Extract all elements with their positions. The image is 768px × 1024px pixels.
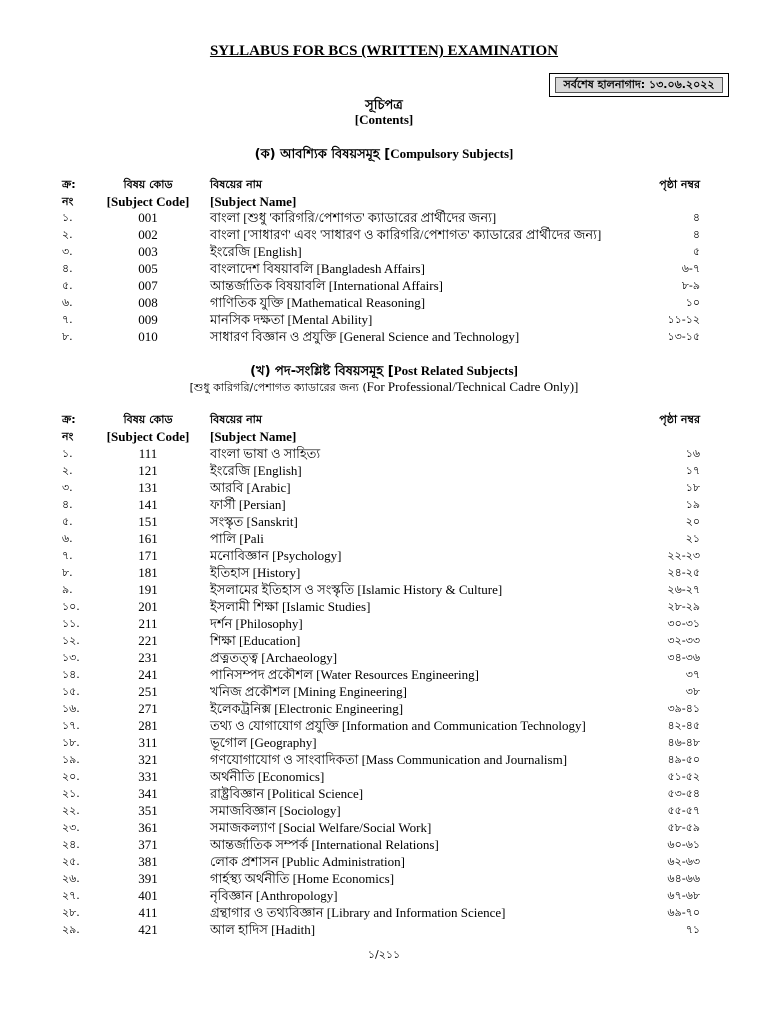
section-b-sub-bn: [শুধু কারিগরি/পেশাগত ক্যাডারের জন্য ( bbox=[189, 381, 367, 394]
row-serial: ২৫. bbox=[62, 855, 80, 868]
row-subject-name: ভূগোল [Geography] bbox=[210, 735, 317, 750]
row-subject-name: গার্হস্থ্য অর্থনীতি [Home Economics] bbox=[210, 871, 395, 886]
table-row bbox=[0, 751, 768, 768]
row-page-number: ৪ bbox=[692, 228, 700, 241]
row-subject-code: 361 bbox=[138, 820, 158, 835]
table-row bbox=[0, 581, 768, 598]
row-serial: ২০. bbox=[62, 770, 80, 783]
row-page-number: ৫৮-৫৯ bbox=[667, 821, 700, 834]
table-row bbox=[0, 328, 768, 345]
row-subject-name: আন্তর্জাতিক বিষয়াবলি [International Affairs] bbox=[210, 278, 443, 293]
header-serial-bn-2: নং bbox=[62, 195, 74, 208]
row-serial: ৪. bbox=[62, 498, 73, 511]
row-subject-name: গাণিতিক যুক্তি [Mathematical Reasoning] bbox=[210, 295, 426, 310]
row-subject-name: বাংলাদেশ বিষয়াবলি [Bangladesh Affairs] bbox=[210, 261, 425, 276]
table-row bbox=[0, 819, 768, 836]
row-subject-code: 181 bbox=[138, 565, 158, 580]
row-subject-name: শিক্ষা [Education] bbox=[210, 633, 301, 648]
row-page-number: ৪ bbox=[692, 211, 700, 224]
row-subject-code: 401 bbox=[138, 888, 158, 903]
section-a-heading bbox=[0, 145, 768, 166]
table-row bbox=[0, 294, 768, 311]
row-subject-code: 411 bbox=[138, 905, 158, 920]
row-serial: ২৪. bbox=[62, 838, 80, 851]
row-subject-code: 311 bbox=[138, 735, 158, 750]
row-serial: ১৮. bbox=[62, 736, 80, 749]
row-page-number: ১৬ bbox=[685, 447, 700, 460]
table-row bbox=[0, 768, 768, 785]
row-serial: ২৮. bbox=[62, 906, 80, 919]
row-subject-name: তথ্য ও যোগাযোগ প্রযুক্তি [Information and Communication Technology] bbox=[210, 718, 586, 733]
row-serial: ৭. bbox=[62, 313, 73, 326]
table-row bbox=[0, 445, 768, 462]
row-subject-name: নৃবিজ্ঞান [Anthropology] bbox=[210, 888, 338, 903]
section-b-sub-en: For Professional/Technical Cadre Only)] bbox=[366, 379, 579, 394]
row-subject-name: ইংরেজি [English] bbox=[210, 463, 302, 478]
table-row bbox=[0, 785, 768, 802]
row-subject-code: 341 bbox=[138, 786, 158, 801]
table-row bbox=[0, 853, 768, 870]
section-a-heading-en: Compulsory Subjects] bbox=[390, 146, 514, 161]
row-page-number: ৬৭-৬৮ bbox=[667, 889, 700, 902]
row-serial: ৮. bbox=[62, 566, 73, 579]
row-page-number: ৬৪-৬৬ bbox=[667, 872, 700, 885]
page-number: ১/২১১ bbox=[367, 948, 401, 961]
row-subject-name: লোক প্রশাসন [Public Administration] bbox=[210, 854, 405, 869]
row-subject-code: 251 bbox=[138, 684, 158, 699]
table-row bbox=[0, 496, 768, 513]
table-row bbox=[0, 479, 768, 496]
table-row bbox=[0, 870, 768, 887]
table-row bbox=[0, 209, 768, 226]
row-serial: ১০. bbox=[62, 600, 80, 613]
row-page-number: ২৪-২৫ bbox=[667, 566, 700, 579]
row-subject-name: সমাজকল্যাণ [Social Welfare/Social Work] bbox=[210, 820, 432, 835]
row-subject-name: রাষ্ট্রবিজ্ঞান [Political Science] bbox=[210, 786, 364, 801]
last-update-text: সর্বশেষ হালনাগাদ: ১৩.০৬.২০২২ bbox=[555, 77, 723, 93]
row-serial: ১. bbox=[62, 447, 73, 460]
row-subject-code: 351 bbox=[138, 803, 158, 818]
table-row bbox=[0, 564, 768, 581]
row-serial: ৫. bbox=[62, 515, 73, 528]
row-page-number: ৩৪-৩৬ bbox=[667, 651, 700, 664]
row-page-number: ৫ bbox=[692, 245, 700, 258]
row-serial: ২৬. bbox=[62, 872, 80, 885]
row-subject-code: 371 bbox=[138, 837, 158, 852]
row-page-number: ১০ bbox=[685, 296, 700, 309]
table-row bbox=[0, 700, 768, 717]
header-code-bn: বিষয় কোড bbox=[123, 178, 173, 191]
row-subject-code: 271 bbox=[138, 701, 158, 716]
row-subject-code: 111 bbox=[138, 446, 158, 461]
row-subject-code: 171 bbox=[138, 548, 158, 563]
row-subject-code: 005 bbox=[138, 261, 158, 276]
row-subject-code: 007 bbox=[138, 278, 158, 293]
contents-title-en: [Contents] bbox=[354, 112, 414, 127]
row-page-number: ৭১ bbox=[685, 923, 700, 936]
row-page-number: ৬৯-৭০ bbox=[667, 906, 700, 919]
header-code-en: [Subject Code] bbox=[106, 194, 190, 209]
table-row bbox=[0, 683, 768, 700]
table-row bbox=[0, 921, 768, 938]
table-header-row-1 bbox=[0, 411, 768, 428]
row-subject-name: বাংলা ভাষা ও সাহিত্য bbox=[210, 446, 321, 461]
table-row bbox=[0, 513, 768, 530]
row-subject-name: আরবি [Arabic] bbox=[210, 480, 291, 495]
table-row bbox=[0, 717, 768, 734]
header-serial-bn-2: নং bbox=[62, 430, 74, 443]
row-subject-code: 221 bbox=[138, 633, 158, 648]
row-subject-code: 321 bbox=[138, 752, 158, 767]
row-subject-code: 421 bbox=[138, 922, 158, 937]
row-serial: ১৬. bbox=[62, 702, 80, 715]
row-serial: ৩. bbox=[62, 481, 73, 494]
contents-title-bn: সূচিপত্র bbox=[365, 98, 403, 113]
row-page-number: ২১ bbox=[685, 532, 700, 545]
row-serial: ৮. bbox=[62, 330, 73, 343]
row-subject-code: 141 bbox=[138, 497, 158, 512]
row-subject-name: ফার্সী [Persian] bbox=[210, 497, 286, 512]
row-page-number: ১৩-১৫ bbox=[667, 330, 700, 343]
row-serial: ২. bbox=[62, 464, 73, 477]
section-b-subheading bbox=[0, 379, 768, 398]
header-code-en: [Subject Code] bbox=[106, 429, 190, 444]
header-name-en: [Subject Name] bbox=[210, 429, 297, 444]
row-page-number: ২২-২৩ bbox=[667, 549, 700, 562]
table-row bbox=[0, 311, 768, 328]
row-subject-code: 008 bbox=[138, 295, 158, 310]
table-row bbox=[0, 632, 768, 649]
row-serial: ৬. bbox=[62, 532, 73, 545]
header-name-bn: বিষয়ের নাম bbox=[210, 178, 262, 191]
row-subject-name: আল হাদিস [Hadith] bbox=[210, 922, 316, 937]
row-subject-name: আন্তর্জাতিক সম্পর্ক [International Relations] bbox=[210, 837, 439, 852]
row-subject-name: মনোবিজ্ঞান [Psychology] bbox=[210, 548, 342, 563]
row-page-number: ১৯ bbox=[685, 498, 700, 511]
table-row bbox=[0, 598, 768, 615]
row-serial: ৩. bbox=[62, 245, 73, 258]
row-subject-name: গ্রন্থাগার ও তথ্যবিজ্ঞান [Library and Information Science] bbox=[210, 905, 506, 920]
table-row bbox=[0, 904, 768, 921]
row-subject-name: বাংলা [শুধু 'কারিগরি/পেশাগত' ক্যাডারের প্রার্থীদের জন্য] bbox=[210, 210, 497, 225]
section-b-heading-en: Post Related Subjects] bbox=[393, 363, 518, 378]
row-page-number: ২৮-২৯ bbox=[667, 600, 700, 613]
row-serial: ২৯. bbox=[62, 923, 80, 936]
header-code-bn: বিষয় কোড bbox=[123, 413, 173, 426]
row-serial: ২৩. bbox=[62, 821, 80, 834]
row-subject-code: 131 bbox=[138, 480, 158, 495]
header-name-en: [Subject Name] bbox=[210, 194, 297, 209]
row-subject-code: 211 bbox=[138, 616, 158, 631]
row-subject-code: 191 bbox=[138, 582, 158, 597]
section-b-heading-bn: (খ) পদ-সংশ্লিষ্ট বিষয়সমূহ [ bbox=[250, 364, 394, 379]
row-serial: ৬. bbox=[62, 296, 73, 309]
row-serial: ৫. bbox=[62, 279, 73, 292]
row-subject-name: প্রত্নতত্ত্ব [Archaeology] bbox=[210, 650, 338, 665]
row-serial: ১৪. bbox=[62, 668, 80, 681]
row-page-number: ৩৮ bbox=[685, 685, 700, 698]
row-serial: ১৯. bbox=[62, 753, 80, 766]
row-subject-code: 281 bbox=[138, 718, 158, 733]
row-serial: ১. bbox=[62, 211, 73, 224]
document-title: SYLLABUS FOR BCS (WRITTEN) EXAMINATION bbox=[209, 43, 559, 59]
table-row bbox=[0, 615, 768, 632]
row-page-number: ৬২-৬৩ bbox=[667, 855, 700, 868]
row-subject-name: পালি [Pali bbox=[210, 531, 264, 546]
table-row bbox=[0, 226, 768, 243]
table-row bbox=[0, 243, 768, 260]
row-subject-name: সংস্কৃত [Sanskrit] bbox=[210, 514, 298, 529]
row-page-number: ১৭ bbox=[685, 464, 700, 477]
row-page-number: ৪৯-৫০ bbox=[667, 753, 700, 766]
row-subject-code: 241 bbox=[138, 667, 158, 682]
row-subject-code: 001 bbox=[138, 210, 158, 225]
row-serial: ২১. bbox=[62, 787, 80, 800]
row-page-number: ৫৫-৫৭ bbox=[667, 804, 700, 817]
table-row bbox=[0, 547, 768, 564]
row-page-number: ৫৩-৫৪ bbox=[667, 787, 700, 800]
table-row bbox=[0, 734, 768, 751]
table-header-row-2 bbox=[0, 428, 768, 445]
table-row bbox=[0, 260, 768, 277]
row-page-number: ১৮ bbox=[685, 481, 700, 494]
row-page-number: ৫১-৫২ bbox=[667, 770, 700, 783]
row-page-number: ৪৬-৪৮ bbox=[667, 736, 700, 749]
table-row bbox=[0, 666, 768, 683]
row-subject-name: ইলেকট্রনিক্স [Electronic Engineering] bbox=[210, 701, 404, 716]
row-serial: ১২. bbox=[62, 634, 80, 647]
row-subject-name: বাংলা ['সাধারণ' এবং 'সাধারণ ও কারিগরি/পেশাগত' ক্যাডারের প্রার্থীদের জন্য] bbox=[210, 227, 602, 242]
row-subject-name: ইসলামের ইতিহাস ও সংস্কৃতি [Islamic History & Culture] bbox=[210, 582, 503, 597]
row-serial: ২৭. bbox=[62, 889, 80, 902]
table-row bbox=[0, 649, 768, 666]
last-update-box bbox=[549, 73, 729, 97]
table-row bbox=[0, 277, 768, 294]
row-page-number: ১১-১২ bbox=[667, 313, 700, 326]
row-subject-name: গণযোগাযোগ ও সাংবাদিকতা [Mass Communication and Journalism] bbox=[210, 752, 568, 767]
table-row bbox=[0, 802, 768, 819]
header-name-bn: বিষয়ের নাম bbox=[210, 413, 262, 426]
row-page-number: ৪২-৪৫ bbox=[667, 719, 700, 732]
row-subject-code: 381 bbox=[138, 854, 158, 869]
header-serial-bn: ক্র: bbox=[62, 178, 76, 191]
row-subject-code: 201 bbox=[138, 599, 158, 614]
row-subject-code: 002 bbox=[138, 227, 158, 242]
row-subject-code: 161 bbox=[138, 531, 158, 546]
row-subject-code: 010 bbox=[138, 329, 158, 344]
row-page-number: ৬০-৬১ bbox=[667, 838, 700, 851]
table-row bbox=[0, 887, 768, 904]
row-serial: ১৭. bbox=[62, 719, 80, 732]
row-subject-code: 231 bbox=[138, 650, 158, 665]
row-serial: ১১. bbox=[62, 617, 80, 630]
row-subject-name: ইসলামী শিক্ষা [Islamic Studies] bbox=[210, 599, 371, 614]
row-subject-name: মানসিক দক্ষতা [Mental Ability] bbox=[210, 312, 373, 327]
row-serial: ৪. bbox=[62, 262, 73, 275]
table-header-row-2 bbox=[0, 193, 768, 210]
row-page-number: ৮-৯ bbox=[681, 279, 700, 292]
row-page-number: ৬-৭ bbox=[681, 262, 700, 275]
row-subject-name: দর্শন [Philosophy] bbox=[210, 616, 303, 631]
header-page-bn: পৃষ্ঠা নম্বর bbox=[659, 413, 700, 426]
row-subject-code: 121 bbox=[138, 463, 158, 478]
table-row bbox=[0, 530, 768, 547]
row-serial: ২২. bbox=[62, 804, 80, 817]
table-header-row-1 bbox=[0, 176, 768, 193]
row-serial: ৯. bbox=[62, 583, 73, 596]
row-subject-name: অর্থনীতি [Economics] bbox=[210, 769, 325, 784]
table-row bbox=[0, 836, 768, 853]
row-subject-code: 009 bbox=[138, 312, 158, 327]
row-subject-code: 331 bbox=[138, 769, 158, 784]
row-page-number: ২০ bbox=[685, 515, 700, 528]
row-subject-code: 391 bbox=[138, 871, 158, 886]
row-serial: ২. bbox=[62, 228, 73, 241]
row-serial: ১৫. bbox=[62, 685, 80, 698]
row-serial: ৭. bbox=[62, 549, 73, 562]
row-subject-name: সাধারণ বিজ্ঞান ও প্রযুক্তি [General Science and Technology] bbox=[210, 329, 520, 344]
row-subject-name: খনিজ প্রকৌশল [Mining Engineering] bbox=[210, 684, 407, 699]
section-a-heading-bn: (ক) আবশ্যিক বিষয়সমূহ [ bbox=[254, 147, 391, 162]
row-page-number: ৩৭ bbox=[685, 668, 700, 681]
row-page-number: ২৬-২৭ bbox=[667, 583, 700, 596]
row-subject-name: ইতিহাস [History] bbox=[210, 565, 301, 580]
header-serial-bn: ক্র: bbox=[62, 413, 76, 426]
table-row bbox=[0, 462, 768, 479]
row-subject-code: 003 bbox=[138, 244, 158, 259]
row-page-number: ৩০-৩১ bbox=[667, 617, 700, 630]
row-subject-name: ইংরেজি [English] bbox=[210, 244, 302, 259]
row-page-number: ৩২-৩৩ bbox=[667, 634, 700, 647]
row-serial: ১৩. bbox=[62, 651, 80, 664]
row-subject-name: পানিসম্পদ প্রকৌশল [Water Resources Engineering] bbox=[210, 667, 480, 682]
row-page-number: ৩৯-৪১ bbox=[667, 702, 700, 715]
header-page-bn: পৃষ্ঠা নম্বর bbox=[659, 178, 700, 191]
row-subject-name: সমাজবিজ্ঞান [Sociology] bbox=[210, 803, 341, 818]
row-subject-code: 151 bbox=[138, 514, 158, 529]
